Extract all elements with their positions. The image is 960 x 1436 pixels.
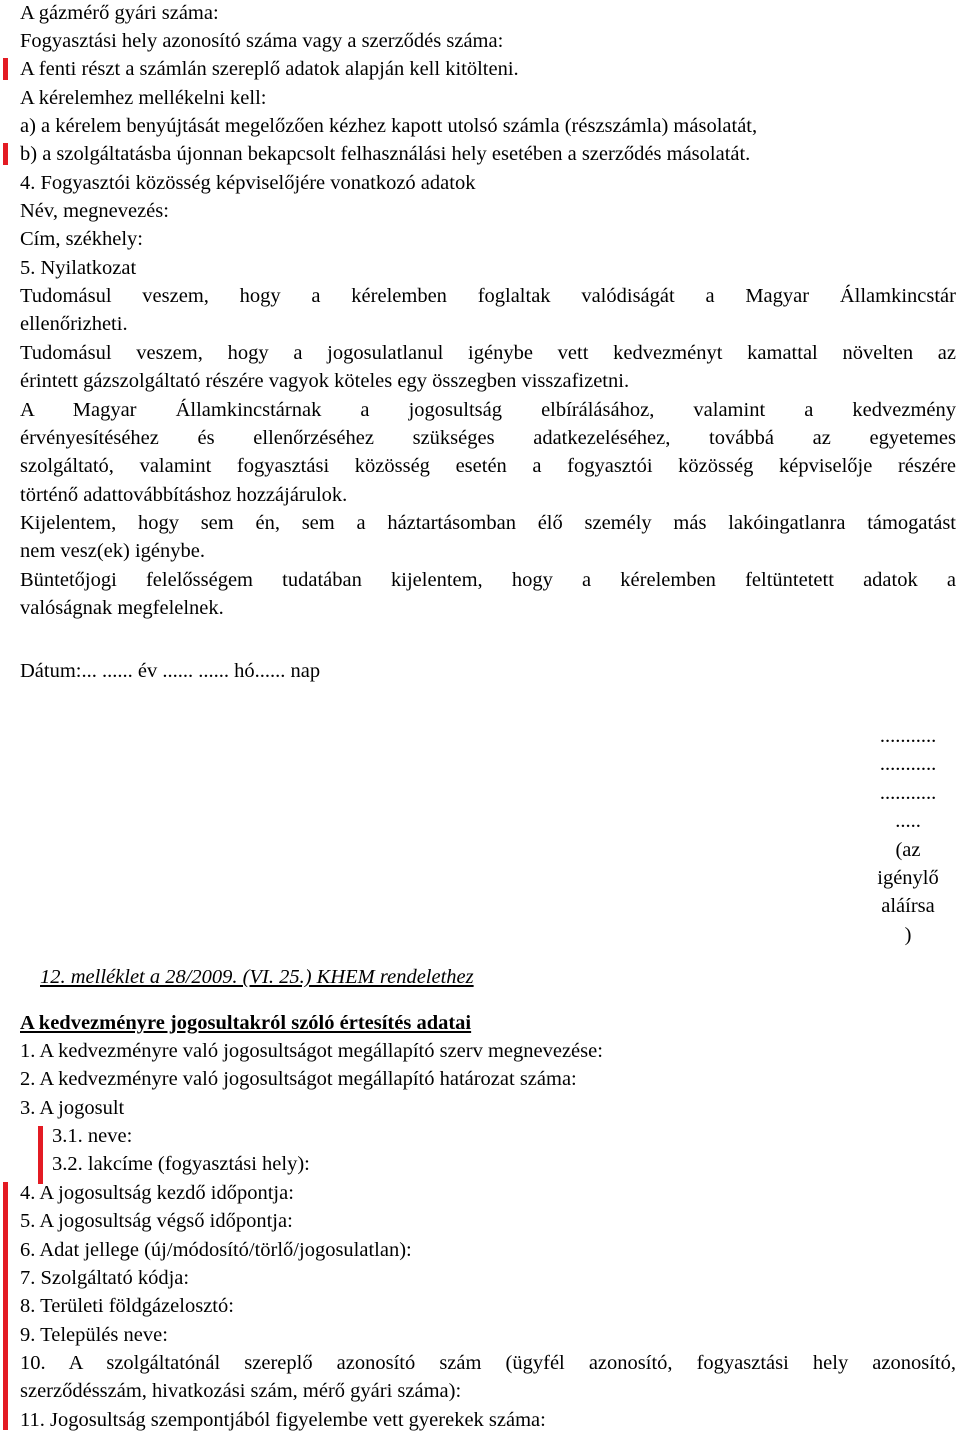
- revision-bar: [38, 1126, 43, 1184]
- declaration-line: érvényesítéséhez és ellenőrzéséhez szükséges adatkezeléséhez, továbbá az egyetemes: [20, 427, 956, 449]
- notice-item: 8. Területi földgázelosztó:: [20, 1295, 234, 1317]
- notice-item: 7. Szolgáltató kódja:: [20, 1267, 190, 1289]
- signature-dots: .....: [895, 810, 921, 833]
- notice-item: 9. Település neve:: [20, 1324, 168, 1346]
- revision-bar: [3, 1182, 8, 1430]
- signature-caption: ): [904, 923, 912, 946]
- signature-caption: igénylő: [877, 867, 939, 890]
- declaration-line: Büntetőjogi felelősségem tudatában kijelentem, hogy a kérelemben feltüntetett adatok a: [20, 569, 956, 591]
- signature-block: [860, 722, 956, 949]
- signature-caption: aláírsa: [881, 895, 935, 918]
- notice-item: 11. Jogosultság szempontjából figyelembe vett gyerekek száma:: [20, 1409, 546, 1431]
- attachment-a: a) a kérelem benyújtását megelőzően kézhez kapott utolsó számla (részszámla) másolatát,: [20, 115, 758, 137]
- attachments-heading: A kérelemhez mellékelni kell:: [20, 87, 267, 109]
- notice-item: 5. A jogosultság végső időpontja:: [20, 1210, 293, 1232]
- signature-dots: ...........: [879, 781, 937, 804]
- meter-serial-line: A gázmérő gyári száma:: [20, 2, 219, 24]
- notice-item: 3. A jogosult: [20, 1097, 125, 1119]
- section-5-heading: 5. Nyilatkozat: [20, 257, 137, 279]
- fill-instruction-line: A fenti részt a számlán szereplő adatok alapján kell kitölteni.: [20, 58, 519, 80]
- signature-caption: (az: [895, 838, 921, 861]
- annex-title: 12. melléklet a 28/2009. (VI. 25.) KHEM rendelethez: [40, 966, 474, 988]
- notice-subitem: 3.1. neve:: [52, 1125, 133, 1147]
- declaration-line: ellenőrizheti.: [20, 313, 128, 335]
- declaration-line: Kijelentem, hogy sem én, sem a háztartásomban élő személy más lakóingatlanra támogatást: [20, 512, 956, 534]
- notice-item: 4. A jogosultság kezdő időpontja:: [20, 1182, 294, 1204]
- declaration-line: szolgáltató, valamint fogyasztási közösség esetén a fogyasztói közösség képviselője részére: [20, 455, 956, 477]
- signature-dots: ...........: [879, 753, 937, 776]
- consumption-id-line: Fogyasztási hely azonosító száma vagy a szerződés száma:: [20, 30, 504, 52]
- attachment-b: b) a szolgáltatásba újonnan bekapcsolt felhasználási hely esetében a szerződés másolatát.: [20, 143, 751, 165]
- notice-item: 6. Adat jellege (új/módosító/törlő/jogosulatlan):: [20, 1239, 412, 1261]
- notice-item: 10. A szolgáltatónál szereplő azonosító szám (ügyfél azonosító, fogyasztási hely azonosító,: [20, 1352, 956, 1374]
- revision-bar: [3, 58, 8, 80]
- declaration-line: Tudomásul veszem, hogy a kérelemben foglaltak valódiságát a Magyar Államkincstár: [20, 285, 956, 307]
- notice-title: A kedvezményre jogosultakról szóló értesítés adatai: [20, 1012, 472, 1034]
- declaration-line: érintett gázszolgáltató részére vagyok köteles egy összegben visszafizetni.: [20, 370, 630, 392]
- section-4-heading: 4. Fogyasztói közösség képviselőjére vonatkozó adatok: [20, 172, 476, 194]
- date-line: Dátum:... ...... év ...... ...... hó...... nap: [20, 660, 321, 682]
- notice-item: szerződésszám, hivatkozási szám, mérő gyári száma):: [20, 1380, 462, 1402]
- declaration-line: A Magyar Államkincstárnak a jogosultság elbírálásához, valamint a kedvezmény: [20, 399, 956, 421]
- revision-bar: [3, 143, 8, 165]
- declaration-line: Tudomásul veszem, hogy a jogosulatlanul igénybe vett kedvezményt kamattal növelten az: [20, 342, 956, 364]
- declaration-line: nem vesz(ek) igénybe.: [20, 540, 205, 562]
- notice-item: 2. A kedvezményre való jogosultságot megállapító határozat száma:: [20, 1068, 577, 1090]
- signature-dots: ...........: [879, 725, 937, 747]
- declaration-line: történő adattovábbításhoz hozzájárulok.: [20, 484, 348, 506]
- address-field-label: Cím, székhely:: [20, 228, 143, 250]
- notice-item: 1. A kedvezményre való jogosultságot megállapító szerv megnevezése:: [20, 1040, 603, 1062]
- name-field-label: Név, megnevezés:: [20, 200, 169, 222]
- notice-subitem: 3.2. lakcíme (fogyasztási hely):: [52, 1153, 310, 1175]
- declaration-line: valóságnak megfelelnek.: [20, 597, 224, 619]
